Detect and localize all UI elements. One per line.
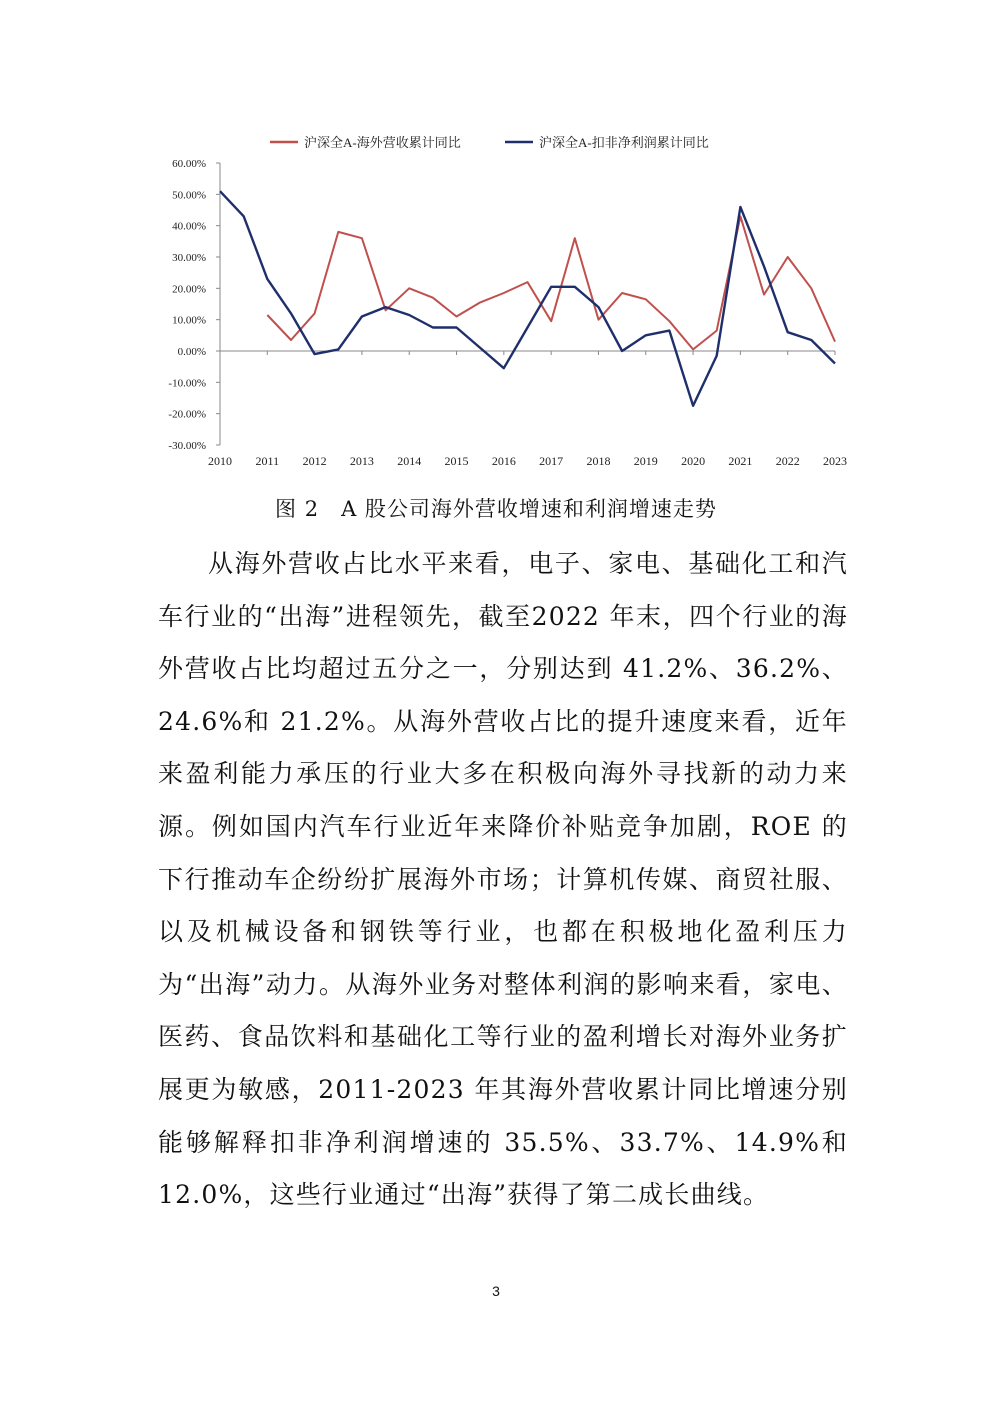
- legend-item-1: [270, 135, 461, 150]
- x-tick-label: 2013: [349, 454, 374, 468]
- paragraph: 从海外营收占比水平来看，电子、家电、基础化工和汽车行业的“出海”进程领先，截至2022 年末，四个行业的海外营收占比均超过五分之一，分别达到 41.2%、36.2%、24.6%和 21.2%。从海外营收占比的提升速度来看，近年来盈利能力承压的行业大多在积极向海外寻找新的动力来源。例如国内汽车行业近年来降价补贴竞争加剧，ROE 的下行推动车企纷纷扩展海外市场；计算机传媒、商贸社服、以及机械设备和钢铁等行业，也都在积极地化盈利压力为“出海”动力。从海外业务对整体利润的影响来看，家电、医药、食品饮料和基础化工等行业的盈利增长对海外业务扩展更为敏感，2011-2023 年其海外营收累计同比增速分别能够解释扣非净利润增速的 35.5%、33.7%、14.9%和 12.0%，这些行业通过“出海”获得了第二成长曲线。: [158, 549, 848, 1210]
- y-tick-label: -30.00%: [168, 440, 206, 452]
- x-tick-label: 2020: [681, 454, 706, 468]
- y-tick-label: 0.00%: [177, 346, 206, 358]
- legend-label: 沪深全A-海外营收累计同比: [304, 135, 461, 150]
- x-tick-label: 2011: [255, 454, 280, 468]
- y-tick-label: 30.00%: [172, 252, 206, 264]
- x-tick-label: 2015: [444, 454, 469, 468]
- y-tick-label: 60.00%: [172, 158, 206, 170]
- chart-legend: [270, 135, 709, 150]
- legend-item-2: [505, 135, 709, 150]
- page-number: 3: [492, 1283, 500, 1299]
- x-tick-label: 2019: [633, 454, 658, 468]
- x-tick-label: 2022: [775, 454, 800, 468]
- x-tick-label: 2018: [586, 454, 611, 468]
- x-tick-label: 2017: [539, 454, 564, 468]
- x-tick-label: 2012: [302, 454, 327, 468]
- x-tick-label: 2014: [397, 454, 422, 468]
- chart-axes: [168, 158, 847, 468]
- y-tick-label: 50.00%: [172, 189, 206, 202]
- y-tick-label: 20.00%: [172, 283, 206, 296]
- y-tick-label: 40.00%: [172, 220, 206, 233]
- legend-label: 沪深全A-扣非净利润累计同比: [539, 135, 709, 150]
- x-tick-label: 2021: [728, 454, 753, 468]
- line-chart: [150, 125, 850, 475]
- body-text: [158, 538, 848, 1222]
- y-tick-label: -10.00%: [168, 377, 206, 390]
- figure-caption: 图 2 A 股公司海外营收增速和利润增速走势: [275, 497, 717, 521]
- y-tick-label: 10.00%: [172, 314, 206, 327]
- x-tick-label: 2010: [208, 454, 232, 468]
- chart-series: [220, 191, 835, 406]
- x-tick-label: 2016: [491, 454, 516, 468]
- y-tick-label: -20.00%: [168, 408, 206, 421]
- x-tick-label: 2023: [823, 454, 847, 468]
